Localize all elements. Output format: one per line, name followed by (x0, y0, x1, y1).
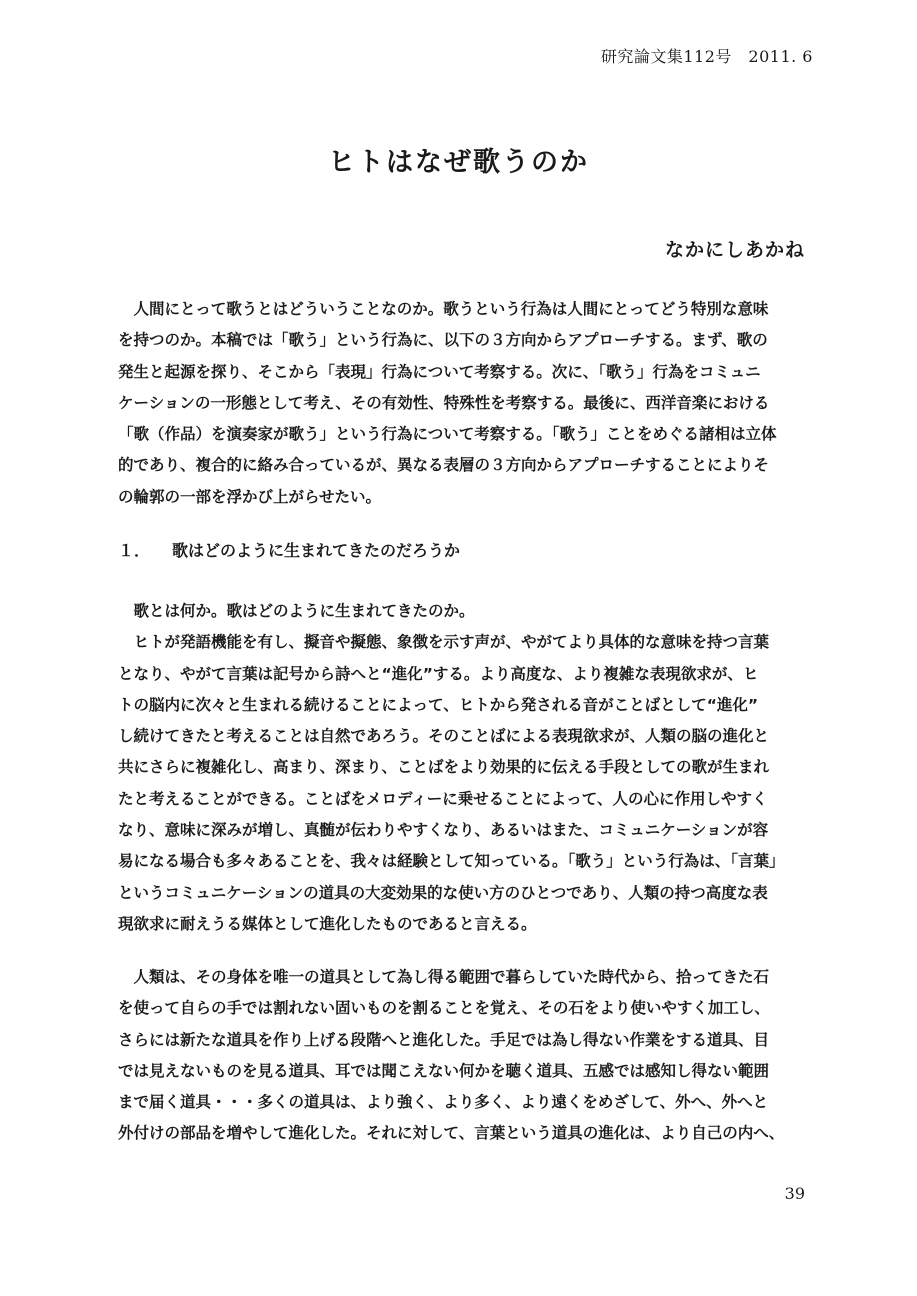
text-line: 人間にとって歌うとはどういうことなのか。歌うという行為は人間にとってどう特別な意味 (118, 300, 769, 318)
text-line: 現欲求に耐えうる媒体として進化したものであると言える。 (118, 914, 537, 933)
text-line: 発生と起源を探り、そこから「表現」行為について考察する。次に、「歌う」行為をコミュニ (118, 362, 761, 381)
text-line: し続けてきたと考えることは自然であろう。そのことばによる表現欲求が、人類の脳の進化と (118, 727, 770, 746)
author-name: なかにしあかね (664, 239, 805, 261)
text-line: を使って自らの手では割れない固いものを割ることを覚え、その石をより使いやすく加工し、 (118, 999, 770, 1018)
text-line: では見えないものを見る道具、耳では聞こえない何かを聴く道具、五感では感知し得ない範囲 (118, 1061, 770, 1080)
text-line: さらには新たな道具を作り上げる段階へと進化した。手足では為し得ない作業をする道具、目 (118, 1030, 770, 1049)
text-line: となり、やがて言葉は記号から詩へと“進化”する。より高度な、より複雑な表現欲求が、ヒ (118, 664, 759, 683)
text-line: 歌とは何か。歌はどのように生まれてきたのか。 (118, 602, 475, 620)
paper-title: ヒトはなぜ歌うのか (328, 147, 589, 178)
body-paragraph-1 (118, 596, 808, 940)
section-heading (118, 538, 460, 561)
text-line: ケーションの一形態として考え、その有効性、特殊性を考察する。最後に、西洋音楽における (118, 393, 770, 412)
text-line: というコミュニケーションの道具の大変効果的な使い方のひとつであり、人類の持つ高度な表 (118, 883, 768, 902)
text-line: の輪郭の一部を浮かび上がらせたい。 (118, 487, 382, 506)
running-header: 研究論文集112号 2011. 6 (600, 47, 813, 66)
text-line: 外付けの部品を増やして進化した。それに対して、言葉という道具の進化は、より自己の内へ、 (118, 1124, 785, 1143)
page-number: 39 (784, 1184, 805, 1203)
text-line: たと考えることができる。ことばをメロディーに乗せることによって、人の心に作用しやすく (118, 789, 768, 808)
text-line: 易になる場合も多々あることを、我々は経験として知っている。「歌う」という行為は、「言葉」 (118, 852, 785, 871)
text-line: 「歌（作品）を演奏家が歌う」という行為について考察する。「歌う」ことをめぐる諸相は立体 (118, 425, 777, 444)
section-number: １． (118, 541, 151, 560)
text-line: を持つのか。本稿では「歌う」という行為に、以下の３方向からアプローチする。まず、歌の (118, 331, 768, 350)
section-title: 歌はどのように生まれてきたのだろうか (172, 541, 461, 560)
body-paragraph-2 (118, 962, 808, 1150)
text-line: ヒトが発語機能を有し、擬音や擬態、象徴を示す声が、やがてより具体的な意味を持つ言葉 (118, 633, 770, 652)
text-line: トの脳内に次々と生まれる続けることによって、ヒトから発される音がことばとして“進化” (118, 695, 759, 714)
abstract (118, 294, 808, 513)
text-line: 的であり、複合的に絡み合っているが、異なる表層の３方向からアプローチすることによりそ (118, 456, 770, 475)
text-line: 人類は、その身体を唯一の道具として為し得る範囲で暮らしていた時代から、拾ってきた石 (118, 968, 770, 986)
text-line: なり、意味に深みが増し、真髄が伝わりやすくなり、あるいはまた、コミュニケーションが容 (118, 821, 769, 840)
text-line: 共にさらに複雑化し、高まり、深まり、ことばをより効果的に伝える手段としての歌が生まれ (118, 758, 770, 777)
text-line: まで届く道具・・・多くの道具は、より強く、より多く、より遠くをめざして、外へ、外へと (118, 1093, 769, 1112)
